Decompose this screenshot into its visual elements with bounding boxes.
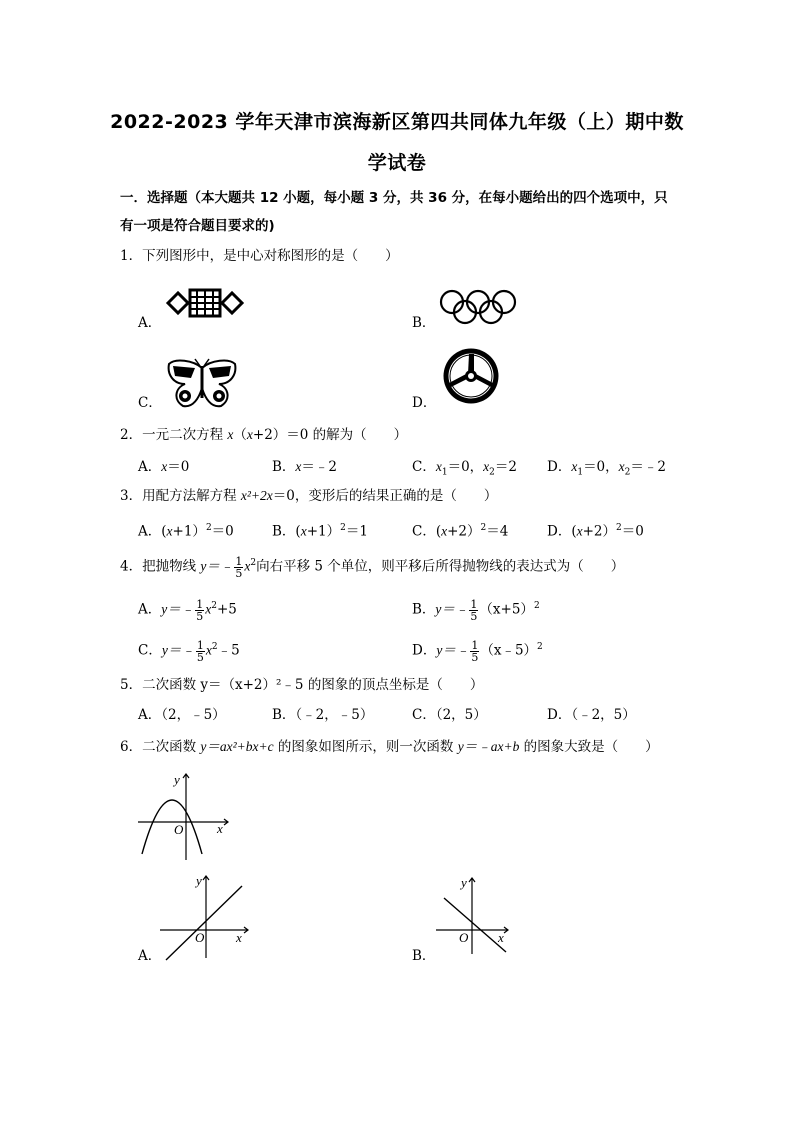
- exam-title-line2: 学试卷: [367, 152, 427, 174]
- q3-option-b: B．(x+1）$^2$＝1: [272, 523, 368, 540]
- q4-option-d: D．y＝﹣ $\frac{1}{5}$ （x﹣5）$^2$: [412, 638, 543, 664]
- chinese-knot-icon: [164, 284, 246, 322]
- q5-option-b: B．（﹣2，﹣5）: [272, 707, 374, 723]
- parabola-curve: [142, 800, 202, 854]
- line-increasing: [166, 886, 242, 960]
- line-decreasing: [444, 898, 506, 952]
- butterfly-icon: [165, 358, 239, 410]
- x-axis-label: x: [498, 930, 504, 945]
- q2-option-d: D．$x_1=0$，$x_2=﹣2$: [547, 459, 666, 478]
- q1-stem: 1．下列图形中，是中心对称图形的是（ ）: [120, 248, 399, 264]
- q6-option-b-label: B．: [412, 948, 436, 964]
- q1-option-d-label: D．: [412, 395, 437, 411]
- y-axis-label: y: [174, 772, 180, 787]
- q1-option-b-label: B．: [412, 315, 436, 331]
- section-heading-line2: 有一项是符合题目要求的): [120, 218, 275, 234]
- olympic-rings-icon: [438, 289, 520, 325]
- q5-option-a: A．（2，﹣5）: [138, 707, 226, 723]
- exam-title-line1: 2022-2023 学年天津市滨海新区第四共同体九年级（上）期中数: [110, 111, 684, 133]
- origin-label: O: [174, 822, 184, 837]
- q4-option-c: C．y＝﹣ $\frac{1}{5}$ $x^2﹣5$: [138, 638, 240, 664]
- origin-label: O: [459, 930, 469, 945]
- q4-option-a: A．y＝﹣ $\frac{1}{5}$ $x^2+5$: [138, 597, 237, 623]
- q5-option-c: C．（2，5）: [412, 707, 487, 723]
- q1-option-a-label: A．: [138, 315, 162, 331]
- section-heading-line1: 一．选择题（本大题共 12 小题，每小题 3 分，共 36 分，在每小题给出的四个选项中，只: [120, 190, 668, 206]
- q1-option-c-label: C．: [138, 395, 162, 411]
- q6-option-a-label: A．: [138, 948, 162, 964]
- q4-stem: 4．把抛物线 y＝﹣ $\frac{1}{5}$ $x^2$向右平移 5 个单位，则平移后所得抛物线的表达式为（ ）: [120, 554, 625, 580]
- q5-option-d: D．（﹣2，5）: [547, 707, 636, 723]
- q6-parabola-graph: [136, 770, 232, 862]
- x-axis-label: x: [217, 821, 223, 836]
- q5-stem: 5．二次函数 y＝（x+2）²﹣5 的图象的顶点坐标是（ ）: [120, 677, 484, 693]
- origin-label: O: [195, 930, 205, 945]
- q2-option-c: C．$x_1=0$，$x_2=2$: [412, 459, 517, 478]
- q6-option-a-graph: [158, 872, 254, 962]
- q2-option-b: B．x＝﹣2: [272, 459, 338, 475]
- x-axis-label: x: [236, 930, 242, 945]
- q3-stem: 3．用配方法解方程 x²+2x＝0，变形后的结果正确的是（ ）: [120, 488, 498, 504]
- q3-option-a: A．(x+1）$^2$＝0: [138, 523, 234, 540]
- q2-option-a: A．x＝0: [138, 459, 190, 475]
- q3-option-c: C．(x+2）$^2$＝4: [412, 523, 509, 540]
- y-axis-label: y: [196, 873, 202, 888]
- q4-option-b: B．y＝﹣ $\frac{1}{5}$ $(x+5)^2$: [412, 597, 540, 623]
- q3-option-d: D．(x+2）$^2$＝0: [547, 523, 644, 540]
- q6-stem: 6．二次函数 y＝ax²+bx+c 的图象如图所示，则一次函数 y＝﹣ax+b 的图象大致是（ ）: [120, 739, 659, 755]
- y-axis-label: y: [461, 875, 467, 890]
- q2-stem: 2．一元二次方程 x（x+2）＝0 的解为（ ）: [120, 427, 408, 443]
- q6-option-b-graph: [432, 874, 512, 958]
- steering-wheel-icon: [441, 346, 501, 406]
